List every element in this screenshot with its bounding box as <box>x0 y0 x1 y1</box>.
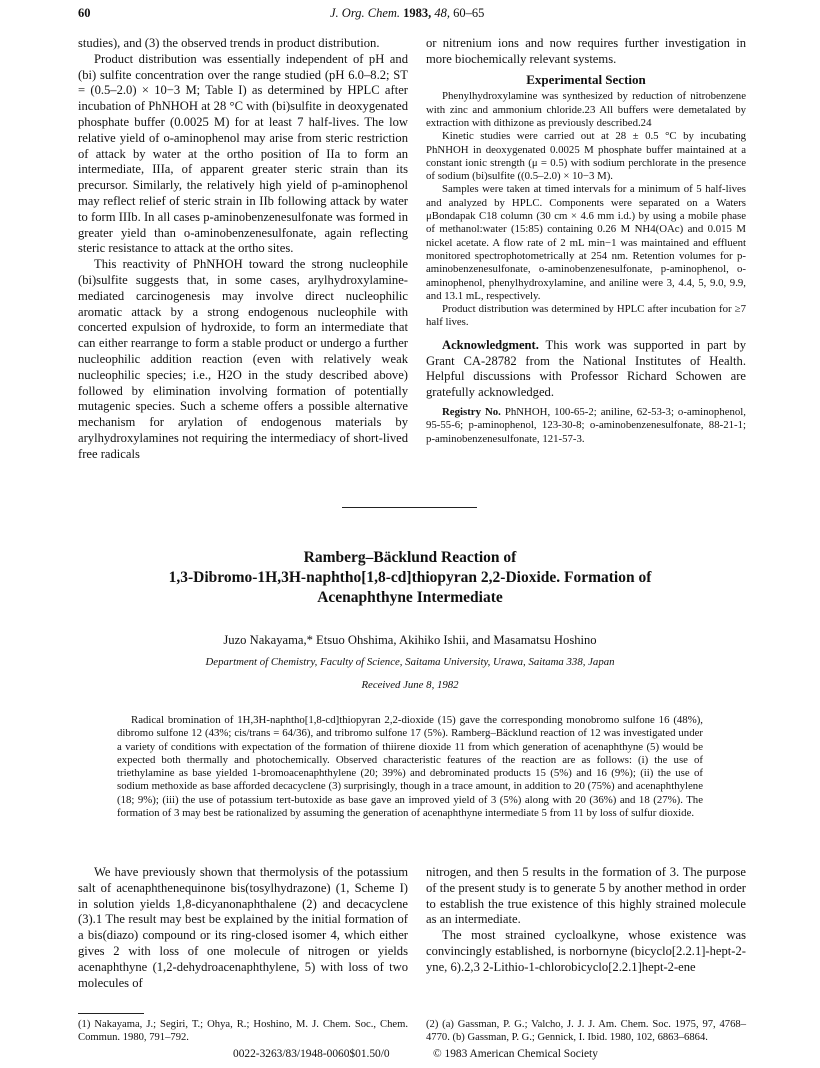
experimental-text <box>426 90 746 329</box>
journal-year: 1983, <box>403 6 432 20</box>
title-line: 1,3-Dibromo-1H,3H-naphtho[1,8-cd]thiopyran 2,2-Dioxide. Formation of <box>168 569 652 586</box>
bottom-right-column <box>426 865 746 976</box>
received-date: Received June 8, 1982 <box>361 679 459 691</box>
registry-numbers <box>426 406 746 446</box>
registry-label: Registry No. <box>442 405 501 418</box>
paragraph: Product distribution was determined by HPLC after incubation for ≥7 half lives. <box>426 303 746 329</box>
paragraph: Samples were taken at timed intervals for a minimum of 5 half-lives and analyzed by HPLC. Components were separated on a Waters μBondapak C18 column (30 cm × 4.6 mm i.d.) by using a mobile phase of methanol:water (15:85) containing 0.26 M NH4(OAc) and 0.015 M nickel acetate. A flow rate of 2 mL min−1 was maintained and effluent monitored spectrophotometrically at 254 nm. Retention volumes for p-aminobenzenesulfonate, o-aminobenzenesulfonate, p-aminophenol, o-aminophenol, phenylhydroxylamine, and aniline were 3, 4.4, 5, 9.0, 9.9, and 13.1 mL, respectively. <box>426 183 746 302</box>
article-title <box>60 548 760 608</box>
top-left-column <box>78 36 408 463</box>
authors: Juzo Nakayama,* Etsuo Ohshima, Akihiko Ishii, and Masamatsu Hoshino <box>223 633 597 647</box>
paragraph: nitrogen, and then 5 results in the formation of 3. The purpose of the present study is to generate 5 by another method in order to establish the true existence of this highly strained molecule as an intermediate. <box>426 865 746 927</box>
footnote-left: (1) Nakayama, J.; Segiri, T.; Ohya, R.; Hoshino, M. J. Chem. Soc., Chem. Commun. 1980, 791–792. <box>78 1019 408 1043</box>
paragraph: or nitrenium ions and now requires further investigation in more biochemically relevant systems. <box>426 36 746 66</box>
footer-code: 0022-3263/83/1948-0060$01.50/0 <box>233 1048 390 1060</box>
page-number: 60 <box>78 6 91 20</box>
registry-text: PhNHOH, 100-65-2; aniline, 62-53-3; o-aminophenol, 95-55-6; p-aminophenol, 123-30-8; o-aminobenzenesulfonate, 88-21-1; p-aminobenzenesulfonate, 121-57-3. <box>426 405 747 445</box>
journal-name: J. Org. Chem. <box>330 6 401 20</box>
footer-copyright: © 1983 American Chemical Society <box>433 1048 598 1060</box>
title-line: Acenaphthyne Intermediate <box>317 589 503 606</box>
acknowledgment-label: Acknowledgment. <box>442 337 539 352</box>
paragraph: We have previously shown that thermolysis of the potassium salt of acenaphthenequinone bis(tosylhydrazone) (1, Scheme I) in solution yields 1,8-dicyanonaphthalene (2) and decacyclene (3).1 The result may best be explained by the initial formation of a bis(diazo) compound or its ring-closed isomer 4, which either gives 2 with loss of one molecule of nitrogen or yields acenaphthyne (1,2-dehydroacenaphthylene, 5) with loss of two molecules of <box>78 865 408 990</box>
paragraph: The most strained cycloalkyne, whose existence was convincingly established, is norbornyne (bicyclo[2.2.1]-hept-2-yne, 6).2,3 2-Lithio-1-chlorobicyclo[2.2.1]hept-2-ene <box>426 928 746 974</box>
article-separator <box>342 507 477 508</box>
journal-pages: 60–65 <box>453 6 485 20</box>
section-title: Experimental Section <box>526 71 646 87</box>
paragraph: studies), and (3) the observed trends in product distribution. <box>78 36 380 50</box>
acknowledgment-text: This work was supported in part by Grant CA-28782 from the National Institutes of Health. Helpful discussions with Professor Richard Schowen are gratefully acknowledged. <box>426 337 746 400</box>
paragraph: Kinetic studies were carried out at 28 ± 0.5 °C by incubating PhNHOH in deoxygenated 0.0025 M phosphate buffer maintained at a constant ionic strength (μ = 0.5) with sodium perchlorate in the presence of sodium (bi)sulfite ((0.5–2.0) × 10−3 M). <box>426 130 746 183</box>
affiliation: Department of Chemistry, Faculty of Science, Saitama University, Urawa, Saitama 338, Japan <box>205 656 615 668</box>
footnote-right: (2) (a) Gassman, P. G.; Valcho, J. J. J. Am. Chem. Soc. 1975, 97, 4768–4770. (b) Gassman, P. G.; Gennick, I. Ibid. 1980, 102, 6863–6864. <box>426 1019 746 1043</box>
paragraph: Product distribution was essentially independent of pH and (bi) sulfite concentration over the range studied (pH 6.0–8.2; ST = (0.5–2.0) × 10−3 M; Table I) as determined by HPLC after incubation of PhNHOH at 28 °C with (bi)sulfite in deoxygenated phosphate buffer (0.0025 M) for at least 7 half-lives. The low relative yield of o-aminophenol may arise from steric restriction of attack by water at the ortho position of IIa to form an intermediate, IIIa, of apparent greater steric strain than its precursor. Similarly, the relatively high yield of p-aminophenol may reflect relief of steric strain in IIb following attack by water to form IIIb. In all cases p-aminobenzenesulfonate was formed in greater yield than o-aminobenzenesulfonate, again reflecting steric resistance to attack at the ortho sites. <box>78 51 408 256</box>
title-line: Ramberg–Bäcklund Reaction of <box>303 549 517 566</box>
paragraph: This reactivity of PhNHOH toward the strong nucleophile (bi)sulfite suggests that, in some cases, arylhydroxylamine-mediated carcinogenesis may involve direct nucleophilic aromatic attack by a strong endogenous nucleophile with concerted expulsion of hydroxide, to form an intermediate that can either rearrange to form a stable product or undergo a further nucleophilic addition reaction (even with relatively weak nucleophilic species; i.e., H2O in the study described above) followed by elimination involving formation of potentially mutagenic species. Such a scheme offers a possible alternative mechanism for arylation of endogenous materials by arylhydroxylamines not requiring the intermediacy of short-lived free radicals <box>78 257 408 461</box>
paragraph: Phenylhydroxylamine was synthesized by reduction of nitrobenzene with zinc and ammonium chloride.23 All buffers were demetalated by extraction with dithizone as previously described.24 <box>426 90 746 129</box>
abstract: Radical bromination of 1H,3H-naphtho[1,8-cd]thiopyran 2,2-dioxide (15) gave the corresponding monobromo sulfone 16 (48%), dibromo sulfone 12 (43%; cis/trans = 64/36), and tribromo sulfone 17 (5%). Ramberg–Bäcklund reaction of 12 was investigated under a variety of conditions with expectation of the formation of thiirene dioxide 11 from which generation of acenaphthyne (5) would be expected both thermally and photochemically. Observed characteristic features of the reaction are as follows: (i) the use of triethylamine as base yielded 1-bromoacenaphthylene (20; 39%) and debrominated products 15 (5%) and 16 (9%); (ii) the use of sodium methoxide as base afforded decacyclene (3) surprisingly, though in a trace amount, in addition to 20 (75%) and acenaphthylene (18; 9%); (iii) the use of potassium tert-butoxide as base gave an improved yield of 3 (5%) along with 20 (36%) and 18 (27%). The formation of 3 may best be rationalized by assuming the generation of acenaphthyne intermediate 5 from 11 by loss of sulfur dioxide. <box>117 714 703 820</box>
running-header <box>330 6 530 21</box>
top-right-column <box>426 36 746 446</box>
bottom-left-column <box>78 865 408 991</box>
footnote-rule <box>78 1013 144 1014</box>
journal-volume: 48, <box>434 6 451 20</box>
acknowledgment <box>426 338 746 401</box>
